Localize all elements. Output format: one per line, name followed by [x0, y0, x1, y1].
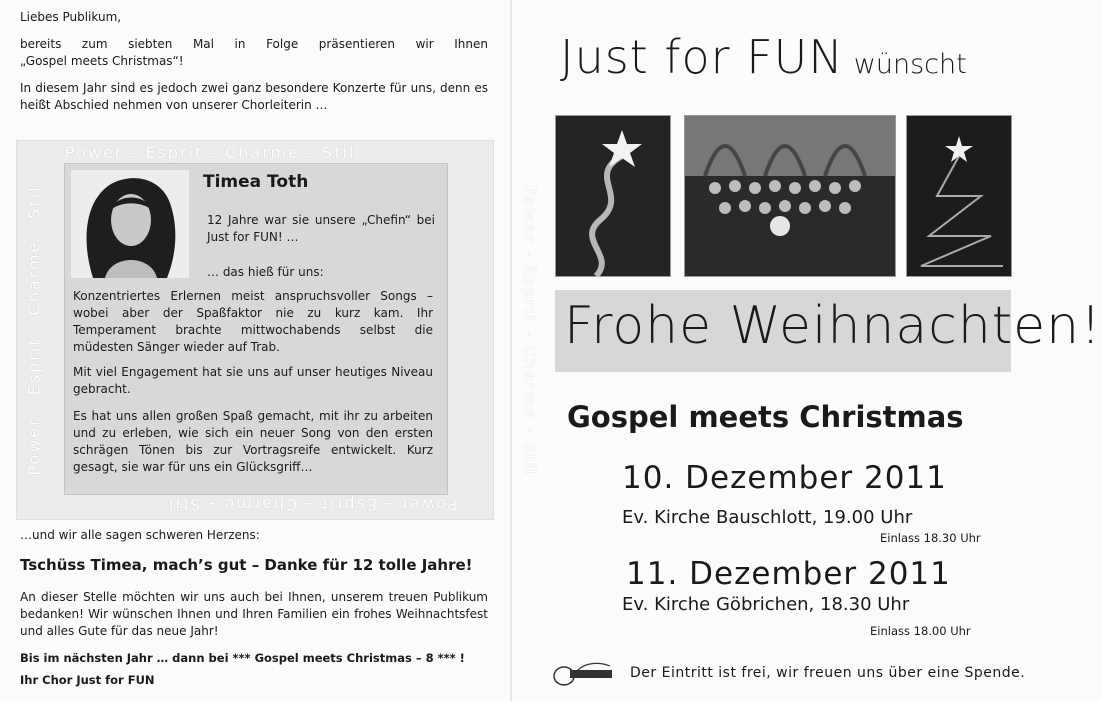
profile-line-2: … das hieß für uns: — [207, 265, 324, 279]
profile-name: Timea Toth — [203, 172, 309, 192]
farewell-intro: …und wir alle sagen schweren Herzens: — [20, 528, 260, 542]
concert-date-1: 10. Dezember 2011 — [622, 460, 947, 496]
profile-paragraph-1: Konzentriertes Erlernen meist anspruchsvoller Songs – wobei aber der Spaßfaktor nie zu kurz kam. Ihr Temperament brachte mittwochabends selbst die müdesten Sänger wieder auf Trab. — [73, 289, 433, 354]
star-swirl-image — [555, 115, 671, 277]
christmas-greeting: Frohe Weihnachten! — [564, 296, 1102, 356]
free-entry-note: Der Eintritt ist frei, wir freuen uns über eine Spende. — [630, 665, 1026, 681]
choir-photo — [684, 115, 896, 277]
profile-box — [64, 163, 448, 495]
frame-text-left: Power - Esprit - Charme - Stil — [24, 185, 44, 476]
profile-paragraph-3: Es hat uns allen großen Spaß gemacht, mit ihr zu arbeiten und zu erleben, wie sich ein neuer Song von den ersten schrägen Tönen bis zur Vortragsreife entwickelt. Kurz gesagt, sie war für uns ein Glücksgriff… — [73, 409, 433, 474]
intro-line-2: „Gospel meets Christmas“! — [20, 54, 184, 68]
intro-paragraph: In diesem Jahr sind es jedoch zwei ganz besondere Konzerte für uns, denn es heißt Abschied nehmen von unserer Chorleiterin … — [20, 81, 488, 112]
right-page — [512, 0, 1102, 701]
admission-time-2: Einlass 18.00 Uhr — [870, 624, 971, 638]
event-title: Gospel meets Christmas — [567, 400, 964, 434]
thanks-paragraph: An dieser Stelle möchten wir uns auch bei Ihnen, unserem treuen Publikum bedanken! Wir wünschen Ihnen und Ihren Familien ein frohes Weihnachtsfest und alles Gute für das neue Jahr! — [20, 590, 488, 638]
choir-logo — [552, 660, 622, 688]
concert-venue-2: Ev. Kirche Göbrichen, 18.30 Uhr — [622, 594, 910, 615]
headline-wishes: wünscht — [853, 49, 967, 80]
portrait-photo — [71, 170, 189, 278]
profile-line-1: 12 Jahre war sie unsere „Chefin“ bei Just for FUN! … — [207, 213, 435, 244]
headline — [560, 30, 967, 84]
headline-choir: Just for FUN — [560, 30, 844, 84]
light-tree-image — [906, 115, 1012, 277]
choir-signature: Ihr Chor Just for FUN — [20, 673, 155, 687]
frame-text-top: Power - Esprit - Charme - Stil — [65, 143, 356, 162]
concert-venue-1: Ev. Kirche Bauschlott, 19.00 Uhr — [622, 507, 913, 528]
profile-frame — [16, 140, 540, 520]
admission-time-1: Einlass 18.30 Uhr — [880, 531, 981, 545]
left-page — [0, 0, 540, 701]
intro-line-1: bereits zum siebten Mal in Folge präsentieren wir Ihnen — [20, 37, 488, 51]
concert-date-2: 11. Dezember 2011 — [626, 556, 951, 592]
profile-paragraph-2: Mit viel Engagement hat sie uns auf unser heutiges Niveau gebracht. — [73, 365, 433, 396]
next-year-note: Bis im nächsten Jahr … dann bei *** Gospel meets Christmas – 8 *** ! — [20, 651, 465, 665]
frame-text-right: Power - Esprit - Charme - Stil — [520, 185, 540, 476]
frame-text-bottom: Power - Esprit - Charme - Stil — [167, 495, 458, 514]
farewell-heading: Tschüss Timea, mach’s gut – Danke für 12 tolle Jahre! — [20, 556, 473, 574]
greeting: Liebes Publikum, — [20, 10, 122, 24]
